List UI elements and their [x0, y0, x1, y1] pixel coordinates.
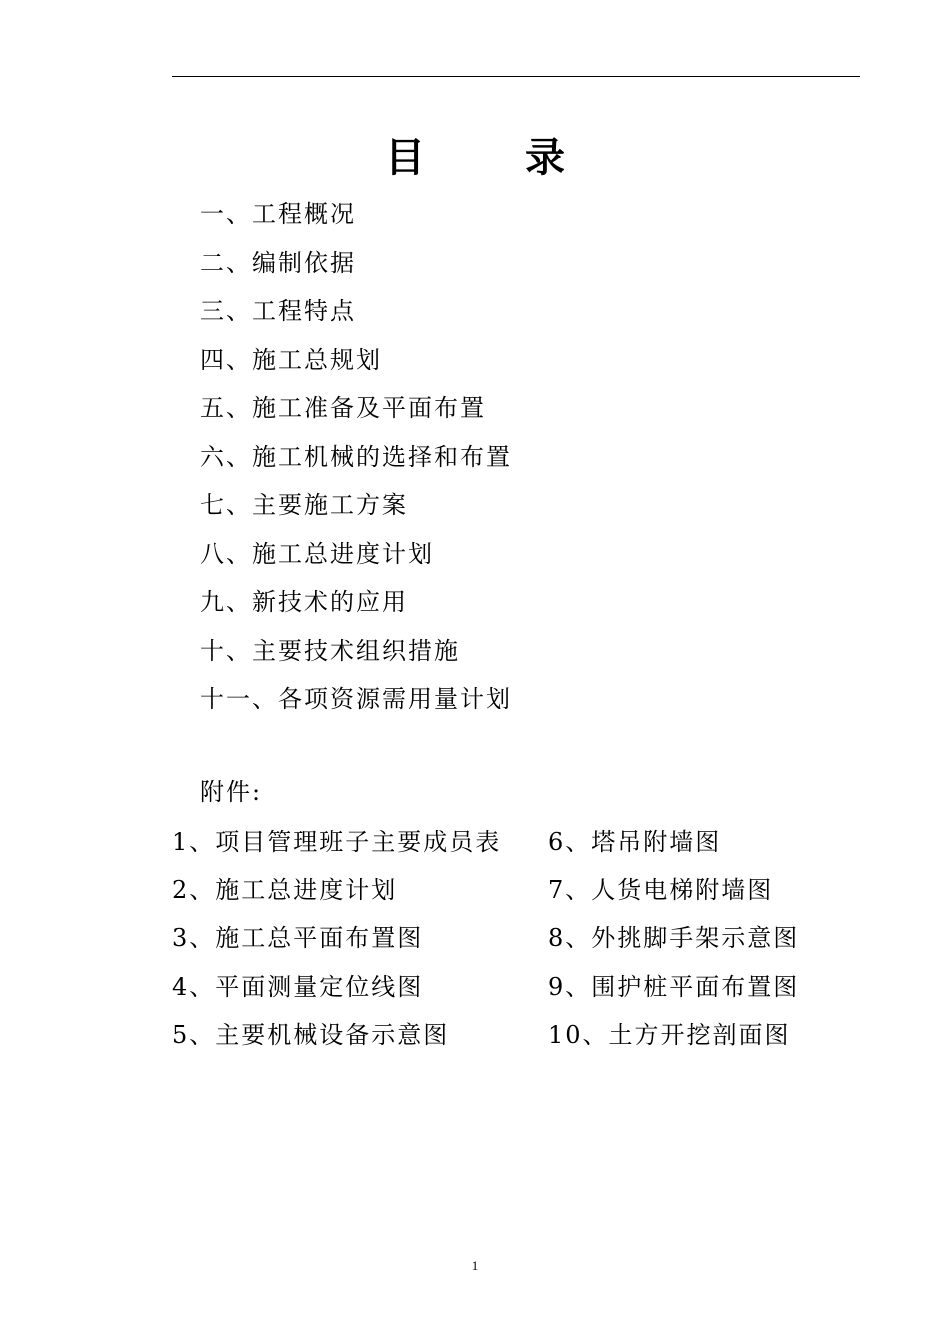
- title-char-1: 目: [385, 134, 425, 181]
- toc-item: 八、施工总进度计划: [200, 539, 434, 568]
- title-char-2: 录: [525, 134, 565, 181]
- attachment-item: 3、施工总平面布置图: [172, 924, 424, 953]
- toc-item: 十、主要技术组织措施: [200, 636, 460, 665]
- toc-item: 四、施工总规划: [200, 345, 382, 374]
- toc-item: 三、工程特点: [200, 297, 356, 325]
- attachments-list-left: [172, 818, 501, 1059]
- attachment-item: 7、人货电梯附墙图: [548, 876, 774, 905]
- toc-item: 二、编制依据: [200, 248, 356, 277]
- toc-item: 七、主要施工方案: [200, 491, 408, 519]
- attachment-item: 9、围护桩平面布置图: [548, 972, 800, 1001]
- toc-item: 九、新技术的应用: [200, 588, 408, 616]
- toc-item: 五、施工准备及平面布置: [200, 394, 486, 422]
- attachment-item: 10、土方开挖剖面图: [548, 1020, 791, 1049]
- attachments-label: 附件:: [200, 778, 263, 806]
- attachment-item: 5、主要机械设备示意图: [172, 1020, 450, 1049]
- toc-item: 一、工程概况: [200, 200, 356, 228]
- toc-item: 十一、各项资源需用量计划: [200, 685, 512, 713]
- header-rule: [172, 76, 860, 77]
- table-of-contents: [200, 190, 512, 724]
- page-number: 1: [471, 1258, 479, 1273]
- attachment-item: 2、施工总进度计划: [172, 876, 398, 905]
- attachment-item: 4、平面测量定位线图: [172, 972, 424, 1001]
- toc-item: 六、施工机械的选择和布置: [200, 442, 512, 471]
- attachments-list-right: [548, 818, 799, 1059]
- attachment-item: 1、项目管理班子主要成员表: [172, 828, 502, 856]
- attachment-item: 8、外挑脚手架示意图: [548, 924, 800, 953]
- page-title: [0, 126, 950, 183]
- attachment-item: 6、塔吊附墙图: [548, 828, 722, 856]
